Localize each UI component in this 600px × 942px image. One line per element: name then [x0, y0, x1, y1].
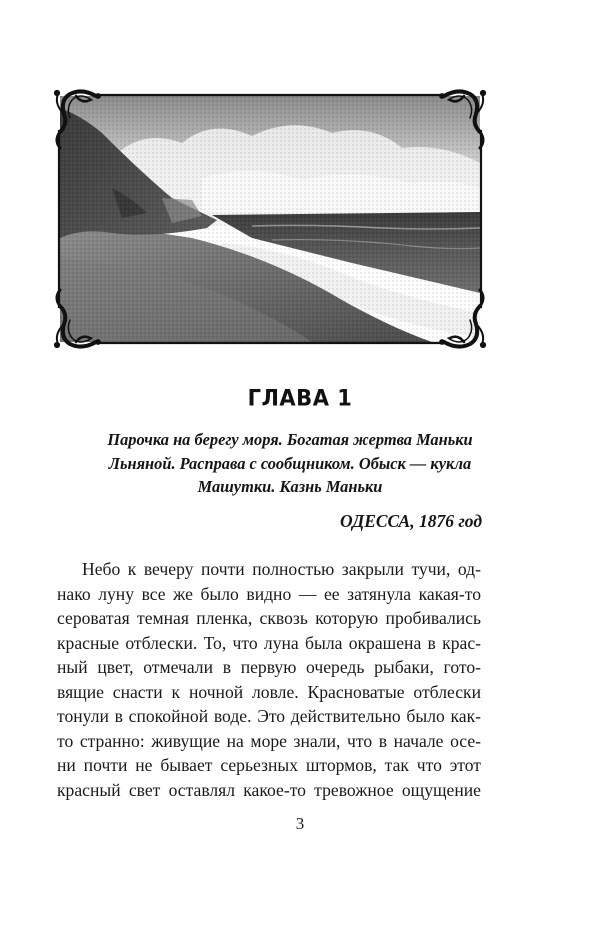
text-line: красный свет оставлял какое-то тревожное ощущение	[57, 779, 481, 800]
text-line: сероватая темная пленка, сквозь которую пробивались	[57, 608, 481, 628]
chapter-synopsis	[90, 428, 490, 499]
text-line: красные отблески. То, что луна была окрашена в крас-	[57, 632, 481, 653]
dateline: ОДЕССА, 1876 год	[340, 511, 482, 531]
text-line: ный цвет, отмечали в первую очередь рыбаки, гото-	[57, 657, 481, 677]
page-number: 3	[295, 814, 305, 833]
chapter-title: ГЛАВА 1	[247, 385, 353, 411]
text-line: тонули в спокойной воде. Это действительно было как-	[57, 706, 481, 726]
synopsis-line: Машутки. Казнь Маньки	[197, 477, 383, 496]
synopsis-line: Льняной. Расправа с сообщником. Обыск — кукла	[108, 453, 472, 473]
text-line: Небо к вечеру почти полностью закрыли тучи, од-	[82, 559, 481, 579]
text-line: ни почти не бывает серьезных штормов, так что этот	[57, 755, 481, 775]
text-line: то странно: живущие на море знали, что в начале осе-	[57, 730, 481, 751]
chapter-illustration	[52, 88, 488, 350]
body-paragraph	[57, 557, 481, 802]
seashore-photo	[52, 88, 488, 350]
synopsis-line: Парочка на берегу моря. Богатая жертва Маньки	[107, 430, 473, 449]
text-line: вящие снасти к ночной ловле. Красноватые отблески	[57, 681, 481, 702]
text-line: нако луну все же было видно — ее затянула какая-то	[57, 583, 481, 604]
